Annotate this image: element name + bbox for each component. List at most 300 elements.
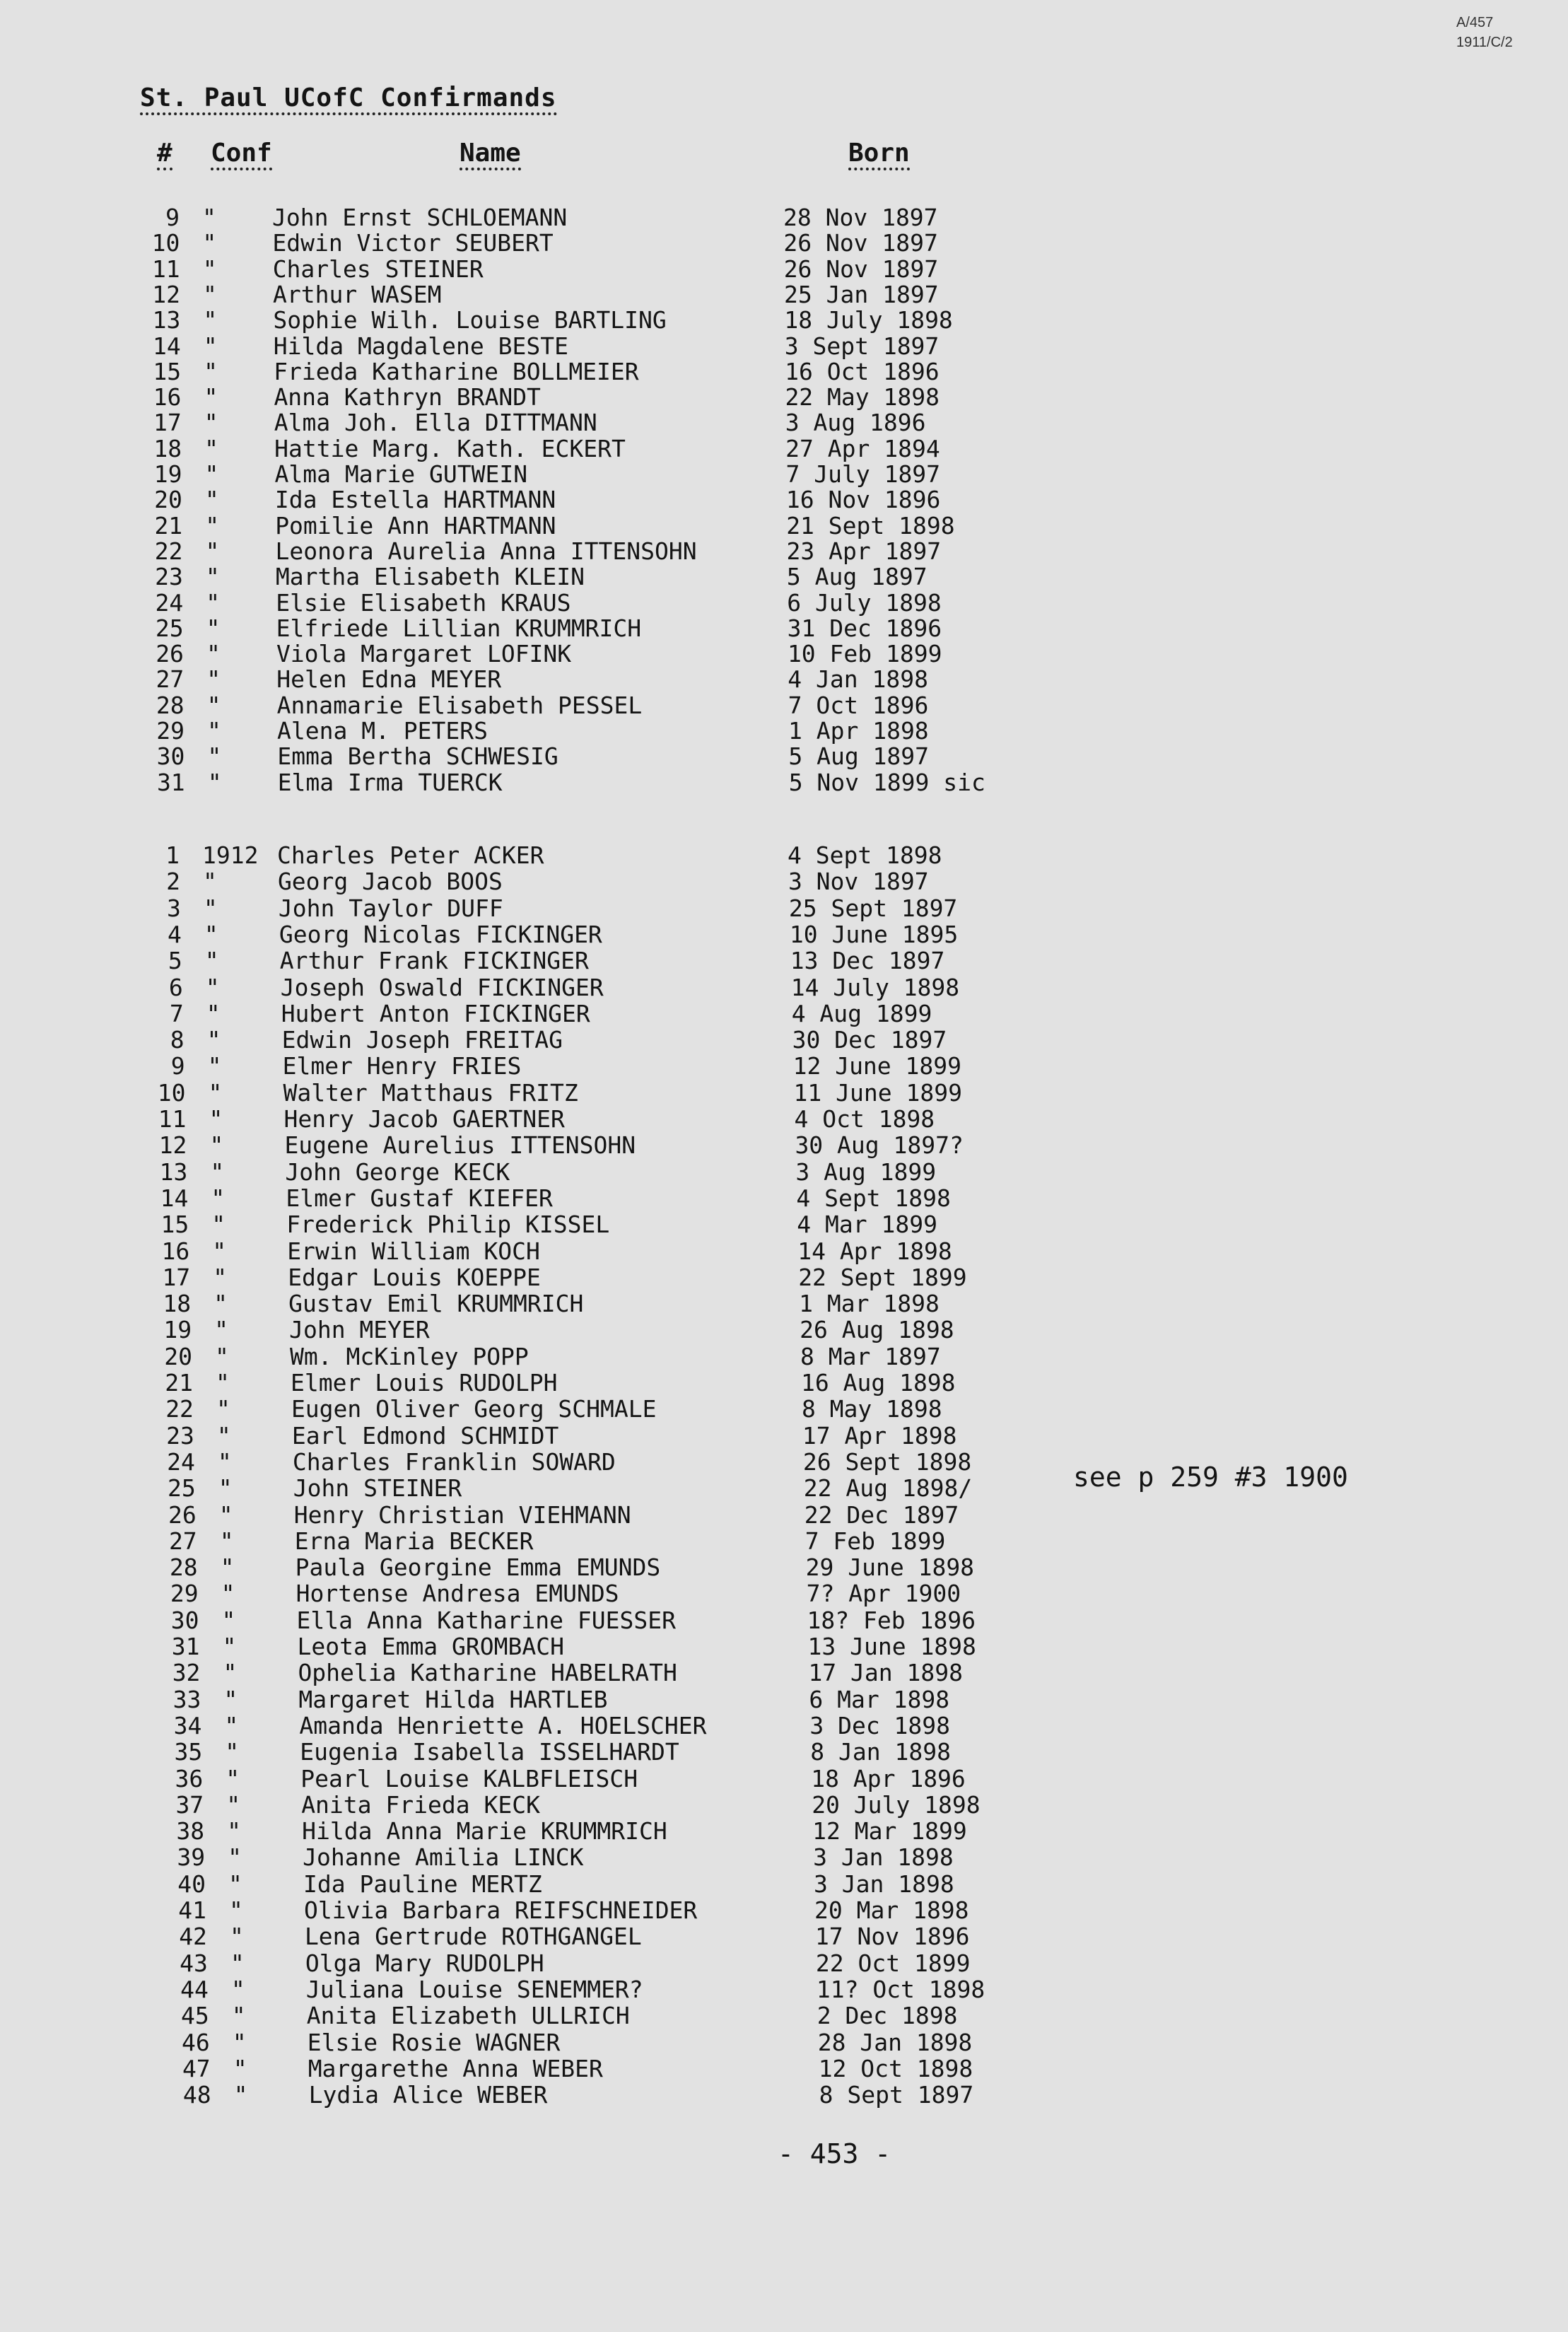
row-name: Margaret Hilda HARTLEB xyxy=(298,1685,608,1713)
table-row xyxy=(0,1397,1568,1422)
row-born: 26 Nov 1897 xyxy=(783,229,938,257)
table-row xyxy=(0,1500,1568,1529)
table-row xyxy=(0,693,1568,718)
row-born: 30 Dec 1897 xyxy=(792,1026,947,1054)
row-name: Leonora Aurelia Anna ITTENSOHN xyxy=(275,537,697,565)
row-name: Charles Peter ACKER xyxy=(277,841,544,869)
row-conf: " xyxy=(209,1105,223,1133)
row-born: 20 Mar 1898 xyxy=(814,1896,969,1924)
row-number: 20 xyxy=(154,486,182,514)
row-conf: " xyxy=(220,1553,235,1582)
table-row xyxy=(0,770,1568,795)
row-name: Earl Edmond SCHMIDT xyxy=(291,1421,559,1450)
row-name: Elmer Gustaf KIEFER xyxy=(286,1184,553,1212)
row-number: 8 xyxy=(170,1026,185,1054)
row-number: 29 xyxy=(170,1580,199,1608)
table-row xyxy=(0,641,1568,667)
row-name: Frieda Katharine BOLLMEIER xyxy=(274,357,639,385)
row-born: 30 Aug 1897? xyxy=(795,1131,964,1160)
row-number: 19 xyxy=(153,460,182,488)
table-row xyxy=(0,1239,1568,1264)
row-name: Olivia Barbara REIFSCHNEIDER xyxy=(304,1896,698,1924)
table-row xyxy=(0,385,1568,410)
table-row xyxy=(0,922,1568,948)
row-number: 38 xyxy=(176,1817,205,1846)
row-name: Martha Elisabeth KLEIN xyxy=(275,563,585,591)
row-number: 46 xyxy=(182,2028,210,2056)
row-name: Eugen Oliver Georg SCHMALE xyxy=(291,1395,657,1423)
row-born: 3 Jan 1898 xyxy=(814,1870,954,1898)
row-conf: " xyxy=(206,1026,221,1054)
row-number: 10 xyxy=(157,1078,186,1107)
row-name: Erna Maria BECKER xyxy=(294,1527,534,1555)
table-row xyxy=(0,205,1568,231)
row-conf: " xyxy=(207,742,222,771)
row-number: 42 xyxy=(179,1923,207,1951)
row-conf: " xyxy=(228,1870,242,1898)
row-conf: " xyxy=(204,460,219,488)
table-row xyxy=(0,1766,1568,1792)
row-born: 5 Aug 1897 xyxy=(788,742,930,771)
row-name: Elma Irma TUERCK xyxy=(277,768,503,796)
row-born: 21 Sept 1898 xyxy=(786,511,955,540)
row-conf: " xyxy=(229,1896,243,1924)
row-born: 22 Aug 1898/ xyxy=(803,1474,973,1503)
row-number: 23 xyxy=(155,563,183,591)
row-conf: " xyxy=(204,486,219,514)
row-name: John Taylor DUFF xyxy=(278,894,503,922)
row-name: Hubert Anton FICKINGER xyxy=(281,999,590,1027)
row-name: Henry Jacob GAERTNER xyxy=(283,1105,565,1133)
row-number: 41 xyxy=(178,1896,206,1924)
header-number: # xyxy=(157,139,172,170)
row-name: Anita Frieda KECK xyxy=(301,1790,540,1819)
row-name: Ophelia Katharine HABELRATH xyxy=(298,1659,677,1687)
row-name: Pomilie Ann HARTMANN xyxy=(275,511,556,540)
row-number: 26 xyxy=(156,640,184,668)
row-born: 22 Oct 1899 xyxy=(815,1949,971,1977)
row-born: 26 Aug 1898 xyxy=(800,1316,954,1344)
table-row xyxy=(0,282,1568,308)
row-born: 7 July 1897 xyxy=(785,460,941,488)
row-conf: " xyxy=(206,999,221,1027)
row-name: Joseph Oswald FICKINGER xyxy=(280,973,604,1001)
table-row xyxy=(0,1186,1568,1211)
table-row xyxy=(0,1977,1568,2002)
row-conf: " xyxy=(203,894,218,922)
row-name: Hilda Magdalene BESTE xyxy=(273,332,568,360)
row-name: Eugene Aurelius ITTENSOHN xyxy=(284,1131,636,1160)
row-name: Hilda Anna Marie KRUMMRICH xyxy=(302,1817,667,1846)
row-name: Alma Joh. Ella DITTMANN xyxy=(274,409,597,437)
row-born: 18? Feb 1896 xyxy=(807,1606,976,1634)
row-name: Paula Georgine Emma EMUNDS xyxy=(295,1553,661,1582)
table-row xyxy=(0,257,1568,282)
table-row xyxy=(0,1845,1568,1870)
row-conf: " xyxy=(204,434,219,462)
row-born: 25 Jan 1897 xyxy=(784,280,939,308)
row-number: 28 xyxy=(156,691,185,719)
row-name: Pearl Louise KALBFLEISCH xyxy=(300,1764,638,1792)
row-conf: " xyxy=(228,1843,242,1872)
row-name: Lena Gertrude ROTHGANGEL xyxy=(304,1923,642,1951)
table-row xyxy=(0,869,1568,894)
row-born: 20 July 1898 xyxy=(812,1790,981,1819)
row-born: 4 Aug 1899 xyxy=(791,999,932,1027)
row-born: 3 Nov 1897 xyxy=(788,868,929,896)
table-row xyxy=(0,487,1568,513)
table-row xyxy=(0,616,1568,641)
row-conf: " xyxy=(207,768,222,796)
row-born: 6 Mar 1898 xyxy=(809,1685,950,1713)
row-born: 12 June 1899 xyxy=(792,1052,962,1080)
row-conf: " xyxy=(226,1790,241,1819)
row-born: 4 Sept 1898 xyxy=(788,841,942,869)
row-born: 13 Dec 1897 xyxy=(790,947,945,975)
row-name: Arthur WASEM xyxy=(273,280,442,308)
row-born: 8 Sept 1897 xyxy=(819,2081,974,2109)
row-number: 7 xyxy=(169,999,184,1027)
row-born: 17 Jan 1898 xyxy=(808,1659,963,1687)
row-number: 33 xyxy=(172,1685,201,1713)
header-born: Born xyxy=(848,139,910,170)
row-number: 45 xyxy=(181,2002,209,2030)
row-conf: " xyxy=(214,1316,228,1344)
row-born: 1 Apr 1898 xyxy=(788,717,929,745)
row-number: 24 xyxy=(167,1447,195,1476)
row-born: 18 Apr 1896 xyxy=(811,1764,966,1792)
table-row xyxy=(0,1739,1568,1765)
row-number: 34 xyxy=(173,1711,202,1739)
row-number: 12 xyxy=(158,1131,187,1160)
row-name: Johanne Amilia LINCK xyxy=(303,1843,584,1872)
reference-line-1: A/457 xyxy=(1456,15,1494,30)
row-conf: " xyxy=(213,1263,228,1291)
table-row xyxy=(0,1687,1568,1713)
row-name: Elsie Rosie WAGNER xyxy=(307,2028,561,2056)
row-conf: " xyxy=(221,1606,236,1634)
row-conf: " xyxy=(233,2054,247,2082)
table-row xyxy=(0,1054,1568,1079)
row-born: 4 Sept 1898 xyxy=(796,1184,951,1212)
row-conf: " xyxy=(216,1369,230,1397)
row-name: Edwin Joseph FREITAG xyxy=(281,1026,563,1054)
table-row xyxy=(0,359,1568,385)
row-number: 21 xyxy=(154,511,183,540)
row-born: 3 Aug 1896 xyxy=(785,409,926,437)
row-conf: " xyxy=(231,2002,246,2030)
row-conf: " xyxy=(205,563,220,591)
table-row xyxy=(0,231,1568,256)
row-number: 15 xyxy=(160,1211,189,1239)
table-row xyxy=(0,2030,1568,2056)
table-row xyxy=(0,1792,1568,1818)
row-number: 36 xyxy=(175,1764,204,1792)
row-number: 19 xyxy=(163,1316,192,1344)
row-conf: " xyxy=(218,1500,233,1529)
row-number: 39 xyxy=(177,1843,206,1872)
table-row xyxy=(0,2056,1568,2082)
row-number: 9 xyxy=(170,1052,185,1080)
table-row xyxy=(0,2082,1568,2108)
row-conf: " xyxy=(205,973,220,1001)
row-name: Helen Edna MEYER xyxy=(276,665,502,694)
row-conf: " xyxy=(204,947,219,975)
row-conf: " xyxy=(207,1052,222,1080)
row-born: 12 Mar 1899 xyxy=(812,1817,967,1846)
table-row xyxy=(0,1212,1568,1237)
row-born: 4 Oct 1898 xyxy=(794,1105,935,1133)
reference-line-2: 1911/C/2 xyxy=(1456,35,1513,50)
row-born: 3 Sept 1897 xyxy=(784,332,940,360)
archive-reference xyxy=(1456,13,1541,52)
row-conf: " xyxy=(206,665,221,694)
table-row xyxy=(0,462,1568,487)
row-conf: " xyxy=(230,1949,245,1977)
row-conf: " xyxy=(205,537,220,565)
row-name: Olga Mary RUDOLPH xyxy=(305,1949,544,1977)
row-number: 14 xyxy=(160,1184,189,1212)
row-born: 22 May 1898 xyxy=(785,383,940,412)
table-row xyxy=(0,334,1568,359)
row-born: 3 Aug 1899 xyxy=(795,1158,937,1186)
row-conf: " xyxy=(218,1474,233,1503)
row-name: Alena M. PETERS xyxy=(277,717,488,745)
row-born: 8 May 1898 xyxy=(801,1395,942,1423)
row-number: 27 xyxy=(168,1527,197,1555)
row-name: Hortense Andresa EMUNDS xyxy=(296,1580,619,1608)
row-conf: " xyxy=(211,1211,226,1239)
row-born: 31 Dec 1896 xyxy=(787,614,942,642)
row-conf: " xyxy=(202,255,217,283)
row-born: 8 Mar 1897 xyxy=(800,1342,941,1370)
table-row xyxy=(0,1027,1568,1053)
row-born: 7? Apr 1900 xyxy=(806,1580,961,1608)
row-conf: " xyxy=(202,229,217,257)
row-conf: " xyxy=(203,332,218,360)
row-born: 3 Dec 1898 xyxy=(809,1711,951,1739)
row-born: 4 Mar 1899 xyxy=(797,1211,937,1239)
table-row xyxy=(0,975,1568,1001)
table-row xyxy=(0,744,1568,769)
row-conf: " xyxy=(216,1395,230,1423)
row-number: 35 xyxy=(174,1738,203,1766)
table-row xyxy=(0,1291,1568,1317)
row-conf: " xyxy=(206,691,221,719)
table-row xyxy=(0,410,1568,436)
page-number: - 453 - xyxy=(778,2138,891,2169)
row-born: 2 Dec 1898 xyxy=(817,2002,958,2030)
table-row xyxy=(0,1581,1568,1607)
row-number: 13 xyxy=(159,1158,188,1186)
page-title: St. Paul UCofC Confirmands xyxy=(140,83,557,115)
table-row xyxy=(0,667,1568,692)
row-number: 29 xyxy=(156,717,185,745)
row-conf: " xyxy=(223,1659,238,1687)
row-conf: " xyxy=(217,1447,232,1476)
row-born: 6 July 1898 xyxy=(787,588,942,617)
row-born: 7 Feb 1899 xyxy=(805,1527,946,1555)
row-born: 29 June 1898 xyxy=(805,1553,975,1582)
table-row xyxy=(0,1608,1568,1633)
table-row xyxy=(0,1370,1568,1396)
row-name: Hattie Marg. Kath. ECKERT xyxy=(274,434,626,462)
row-born: 27 Apr 1894 xyxy=(785,434,940,462)
row-conf: " xyxy=(213,1290,228,1318)
row-born: 16 Oct 1896 xyxy=(785,357,940,385)
row-born: 16 Aug 1898 xyxy=(801,1369,956,1397)
row-conf: " xyxy=(223,1685,238,1713)
row-born: 10 Feb 1899 xyxy=(787,640,942,668)
row-born: 12 Oct 1898 xyxy=(818,2054,973,2082)
row-born: 4 Jan 1898 xyxy=(788,665,928,694)
table-row xyxy=(0,1080,1568,1106)
row-name: Henry Christian VIEHMANN xyxy=(293,1500,631,1529)
row-number: 22 xyxy=(165,1395,194,1423)
row-conf: " xyxy=(206,614,221,642)
row-number: 20 xyxy=(164,1342,193,1370)
row-name: Annamarie Elisabeth PESSEL xyxy=(276,691,643,719)
row-conf: " xyxy=(222,1633,237,1660)
table-row xyxy=(0,718,1568,744)
row-name: John STEINER xyxy=(293,1474,462,1503)
row-name: Arthur Frank FICKINGER xyxy=(279,947,589,975)
row-name: Charles STEINER xyxy=(272,255,484,283)
row-conf: " xyxy=(226,1764,240,1792)
row-number: 25 xyxy=(155,614,184,642)
row-name: Ida Pauline MERTZ xyxy=(303,1870,542,1898)
row-born: 26 Sept 1898 xyxy=(802,1447,972,1476)
side-note: see p 259 #3 1900 xyxy=(1073,1462,1348,1493)
row-conf: " xyxy=(211,1184,226,1212)
table-row xyxy=(0,1819,1568,1844)
row-conf: " xyxy=(225,1738,240,1766)
row-conf: " xyxy=(233,2081,248,2109)
row-conf: " xyxy=(227,1817,242,1846)
table-row xyxy=(0,436,1568,462)
row-name: John George KECK xyxy=(285,1158,510,1186)
table-row xyxy=(0,1555,1568,1580)
row-conf: " xyxy=(230,1975,245,2003)
table-row xyxy=(0,1160,1568,1185)
row-conf: " xyxy=(224,1711,239,1739)
row-born: 22 Sept 1899 xyxy=(798,1263,967,1291)
table-row xyxy=(0,1898,1568,1923)
row-name: Alma Marie GUTWEIN xyxy=(274,460,528,488)
table-row xyxy=(0,1924,1568,1949)
row-born: 16 Nov 1896 xyxy=(785,486,941,514)
row-name: Edwin Victor SEUBERT xyxy=(272,229,554,257)
row-number: 3 xyxy=(167,894,181,922)
row-born: 5 Nov 1899 sic xyxy=(788,768,985,796)
table-row xyxy=(0,896,1568,921)
row-born: 8 Jan 1898 xyxy=(810,1738,951,1766)
row-conf: " xyxy=(205,511,220,540)
table-row xyxy=(0,1713,1568,1739)
row-name: Emma Bertha SCHWESIG xyxy=(277,742,558,771)
row-conf: " xyxy=(204,357,218,385)
row-born: 10 June 1895 xyxy=(789,920,959,948)
row-name: Sophie Wilh. Louise BARTLING xyxy=(273,306,667,334)
row-born: 11 June 1899 xyxy=(793,1078,962,1107)
row-number: 4 xyxy=(167,920,182,948)
row-born: 3 Jan 1898 xyxy=(813,1843,954,1872)
row-born: 25 Sept 1897 xyxy=(788,894,958,922)
row-name: Ella Anna Katharine FUESSER xyxy=(296,1606,676,1634)
row-born: 13 June 1898 xyxy=(807,1633,976,1660)
row-number: 17 xyxy=(153,409,182,437)
row-name: Charles Franklin SOWARD xyxy=(292,1447,616,1476)
table-row xyxy=(0,1529,1568,1554)
row-conf: " xyxy=(203,306,218,334)
row-born: 22 Dec 1897 xyxy=(804,1500,959,1529)
row-number: 27 xyxy=(156,665,185,694)
row-name: Amanda Henriette A. HOELSCHER xyxy=(299,1711,707,1739)
row-number: 2 xyxy=(166,868,180,896)
table-row xyxy=(0,564,1568,590)
row-name: Anita Elizabeth ULLRICH xyxy=(306,2002,630,2030)
row-name: Juliana Louise SENEMMER? xyxy=(305,1975,643,2003)
row-name: Georg Jacob BOOS xyxy=(277,868,503,896)
row-number: 18 xyxy=(163,1290,192,1318)
row-name: Elmer Henry FRIES xyxy=(282,1052,522,1080)
row-number: 1 xyxy=(165,841,180,869)
row-conf: " xyxy=(204,920,218,948)
row-name: Erwin William KOCH xyxy=(287,1237,540,1265)
row-conf: " xyxy=(202,868,217,896)
row-number: 31 xyxy=(156,768,185,796)
row-born: 17 Nov 1896 xyxy=(814,1923,970,1951)
row-conf: " xyxy=(232,2028,247,2056)
table-row xyxy=(0,1660,1568,1686)
table-row xyxy=(0,513,1568,539)
row-conf: " xyxy=(202,204,216,231)
row-conf: " xyxy=(216,1421,231,1450)
row-number: 21 xyxy=(165,1369,193,1397)
row-conf: " xyxy=(215,1342,229,1370)
row-name: Leota Emma GROMBACH xyxy=(297,1633,564,1660)
row-number: 5 xyxy=(168,947,182,975)
row-conf: " xyxy=(209,1131,224,1160)
table-row xyxy=(0,1872,1568,1897)
row-conf: " xyxy=(229,1923,244,1951)
row-number: 31 xyxy=(171,1633,200,1660)
table-row xyxy=(0,590,1568,616)
row-number: 26 xyxy=(168,1500,197,1529)
row-born: 14 July 1898 xyxy=(790,973,960,1001)
row-conf: " xyxy=(221,1580,235,1608)
table-row xyxy=(0,1951,1568,1976)
row-number: 48 xyxy=(182,2081,211,2109)
row-name: Elfriede Lillian KRUMMRICH xyxy=(276,614,642,642)
row-conf: " xyxy=(212,1237,227,1265)
row-number: 17 xyxy=(162,1263,191,1291)
row-born: 14 Apr 1898 xyxy=(797,1237,952,1265)
table-row xyxy=(0,948,1568,974)
row-number: 16 xyxy=(153,383,182,412)
row-number: 22 xyxy=(154,537,183,565)
row-name: John MEYER xyxy=(289,1316,430,1344)
row-born: 28 Nov 1897 xyxy=(783,204,938,231)
row-conf: " xyxy=(207,717,221,745)
row-name: Eugenia Isabella ISSELHARDT xyxy=(300,1738,679,1766)
row-name: Elmer Louis RUDOLPH xyxy=(291,1369,558,1397)
row-number: 6 xyxy=(168,973,183,1001)
row-conf: " xyxy=(208,1078,223,1107)
row-number: 11 xyxy=(151,255,180,283)
row-name: Lydia Alice WEBER xyxy=(308,2081,548,2109)
row-born: 1 Mar 1898 xyxy=(799,1290,940,1318)
